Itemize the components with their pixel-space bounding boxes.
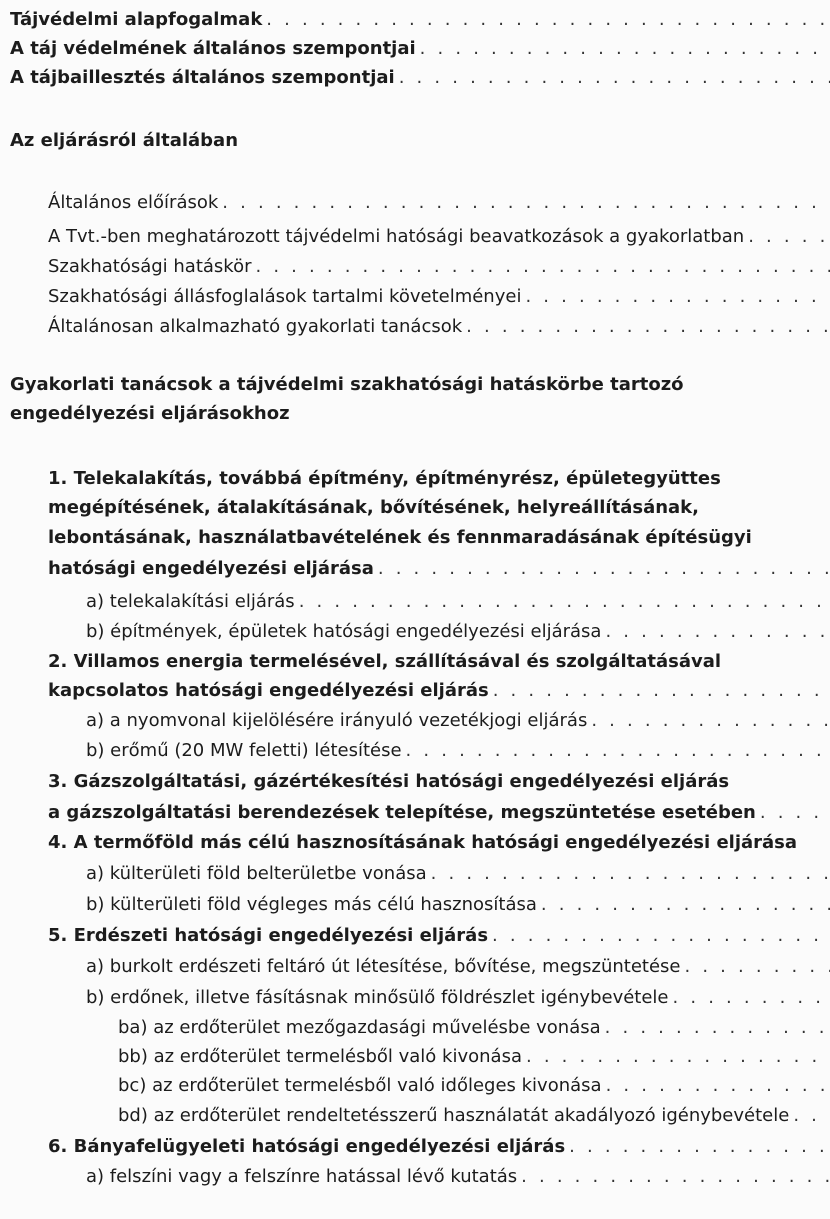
toc-entry[interactable] <box>86 1163 830 1190</box>
dot-leader <box>587 707 830 734</box>
toc-entry-label: a) telekalakítási eljárás <box>86 591 295 612</box>
dot-leader <box>522 1043 830 1070</box>
dot-leader <box>601 618 830 645</box>
dot-leader <box>374 555 830 582</box>
dot-leader <box>252 253 830 280</box>
toc-entry[interactable] <box>48 555 830 582</box>
section-heading: Az eljárásról általában <box>10 130 239 151</box>
toc-entry[interactable] <box>48 283 830 310</box>
dot-leader <box>416 35 830 62</box>
toc-entry[interactable] <box>10 6 830 33</box>
section-heading-line: engedélyezési eljárásokhoz <box>10 403 290 424</box>
dot-leader <box>789 1102 830 1129</box>
dot-leader <box>402 737 830 764</box>
toc-entry[interactable] <box>86 984 830 1011</box>
toc-entry[interactable] <box>48 799 830 826</box>
toc-entry[interactable] <box>118 1014 830 1041</box>
toc-entry-label: bc) az erdőterület termelésből való időleges kivonása <box>118 1075 602 1096</box>
toc-entry-label: bd) az erdőterület rendeltetésszerű használatát akadályozó igénybevétele <box>118 1105 790 1126</box>
toc-entry-label: A táj védelmének általános szempontjai <box>10 38 416 59</box>
toc-entry[interactable] <box>10 35 830 62</box>
section-heading-line: Gyakorlati tanácsok a tájvédelmi szakhatósági hatáskörbe tartozó <box>10 374 684 395</box>
dot-leader <box>521 283 830 310</box>
dot-leader <box>537 891 830 918</box>
chapter-title-line: 1. Telekalakítás, továbbá építmény, építményrész, épületegyüttes <box>48 468 721 489</box>
toc-entry[interactable] <box>86 891 830 918</box>
toc-entry-label: A tájbaillesztés általános szempontjai <box>10 67 395 88</box>
toc-entry-label: 5. Erdészeti hatósági engedélyezési eljárás <box>48 925 489 946</box>
toc-entry-label: b) erőmű (20 MW feletti) létesítése <box>86 740 402 761</box>
toc-entry[interactable] <box>86 707 830 734</box>
toc-entry[interactable] <box>48 189 830 216</box>
toc-entry-label: Tájvédelmi alapfogalmak <box>10 9 263 30</box>
toc-entry-label: a) külterületi föld belterületbe vonása <box>86 863 427 884</box>
toc-entry-label: a) a nyomvonal kijelölésére irányuló vezetékjogi eljárás <box>86 710 588 731</box>
dot-leader <box>489 677 830 704</box>
toc-entry-label: kapcsolatos hatósági engedélyezési eljárás <box>48 680 489 701</box>
dot-leader <box>756 799 830 826</box>
toc-entry[interactable] <box>86 860 830 887</box>
toc-entry[interactable] <box>48 829 830 856</box>
toc-entry-label: A Tvt.-ben meghatározott tájvédelmi hatósági beavatkozások a gyakorlatban <box>48 226 745 247</box>
dot-leader <box>669 984 830 1011</box>
dot-leader <box>462 313 830 340</box>
toc-entry-label: hatósági engedélyezési eljárása <box>48 558 374 579</box>
chapter-title-line: 3. Gázszolgáltatási, gázértékesítési hatósági engedélyezési eljárás <box>48 771 730 792</box>
toc-entry[interactable] <box>48 922 830 949</box>
toc-entry[interactable] <box>48 1133 830 1160</box>
toc-entry-label: bb) az erdőterület termelésből való kivonása <box>118 1046 522 1067</box>
toc-entry-label: Szakhatósági hatáskör <box>48 256 252 277</box>
dot-leader <box>395 64 830 91</box>
chapter-title-line: 2. Villamos energia termelésével, szállításával és szolgáltatásával <box>48 651 722 672</box>
toc-entry[interactable] <box>48 313 830 340</box>
toc-entry-label: a) felszíni vagy a felszínre hatással lévő kutatás <box>86 1166 518 1187</box>
toc-entry-label: b) építmények, épületek hatósági engedélyezési eljárása <box>86 621 602 642</box>
toc-entry-label: Szakhatósági állásfoglalások tartalmi követelményei <box>48 286 522 307</box>
dot-leader <box>744 223 830 250</box>
dot-leader <box>262 6 830 33</box>
toc-entry[interactable] <box>86 588 830 615</box>
toc-entry-label: a) burkolt erdészeti feltáró út létesítése, bővítése, megszüntetése <box>86 956 681 977</box>
toc-entry-label: Általánosan alkalmazható gyakorlati tanácsok <box>48 316 463 337</box>
toc-entry-label: b) erdőnek, illetve fásításnak minősülő földrészlet igénybevétele <box>86 987 669 1008</box>
dot-leader <box>601 1014 830 1041</box>
chapter-title-line: megépítésének, átalakításának, bővítésének, helyreállításának, <box>48 497 699 518</box>
dot-leader <box>565 1133 830 1160</box>
dot-leader <box>427 860 830 887</box>
toc-entry[interactable] <box>86 618 830 645</box>
toc-entry[interactable] <box>118 1102 830 1129</box>
toc-entry[interactable] <box>86 737 830 764</box>
toc-entry-label: a gázszolgáltatási berendezések telepítése, megszüntetése esetében <box>48 802 756 823</box>
dot-leader <box>488 922 830 949</box>
toc-entry[interactable] <box>48 677 830 704</box>
dot-leader <box>295 588 830 615</box>
toc-entry[interactable] <box>118 1043 830 1070</box>
toc-entry[interactable] <box>48 223 830 250</box>
toc-entry-label: b) külterületi föld végleges más célú hasznosítása <box>86 894 537 915</box>
chapter-title-line: lebontásának, használatbavételének és fennmaradásának építésügyi <box>48 527 752 548</box>
dot-leader <box>602 1072 830 1099</box>
toc-entry[interactable] <box>10 64 830 91</box>
dot-leader <box>517 1163 830 1190</box>
toc-entry[interactable] <box>118 1072 830 1099</box>
dot-leader <box>680 953 830 980</box>
toc-entry[interactable] <box>48 253 830 280</box>
toc-entry-label: 6. Bányafelügyeleti hatósági engedélyezési eljárás <box>48 1136 566 1157</box>
toc-entry[interactable] <box>86 953 830 980</box>
toc-entry-label: ba) az erdőterület mezőgazdasági művelésbe vonása <box>118 1017 601 1038</box>
toc-entry-label: Általános előírások <box>48 192 219 213</box>
dot-leader <box>218 189 830 216</box>
toc-entry-label: 4. A termőföld más célú hasznosításának hatósági engedélyezési eljárása <box>48 832 798 853</box>
